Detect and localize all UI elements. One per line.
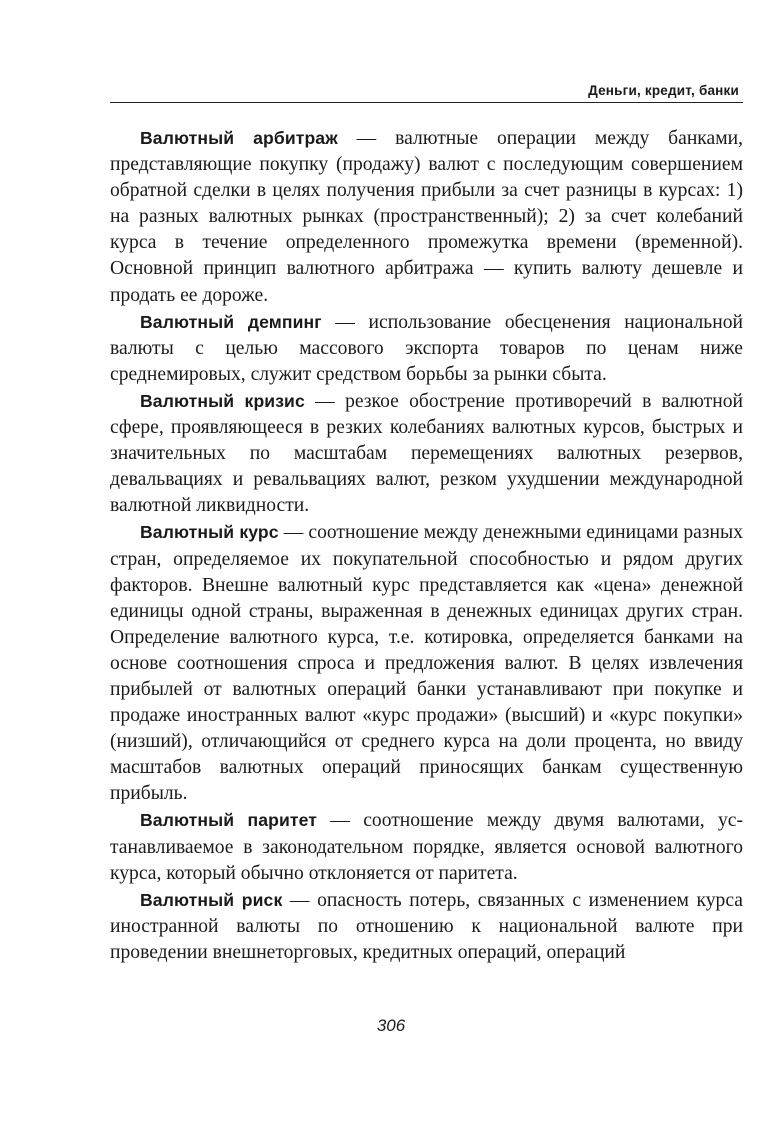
entry-definition: — опасность потерь, связанных с изменением курса иностранной валюты по отношению к национальной валюте при проведении внешнеторговых, кредитных операций, операций	[110, 889, 743, 963]
entry-definition: — резкое обострение противоречий в валютной сфере, проявляющееся в резких колебаниях валютных курсов, быстрых и значительных по масштабам перемещениях валютных резервов, девальвациях и ревальвациях валют, резком ухудшении международной валютной ликвидности.	[110, 390, 743, 517]
entry-definition: — валютные операции между банками, представляющие покупку (продажу) валют с последующим совершением обратной сделки в целях получения прибыли за счет разницы в курсах: 1) на разных валютных рынках (пространственный); 2) за счет колебаний курса в течение определенного промежутка времени (временной). Основной принцип валютного арбитража — купить валюту дешевле и продать ее дороже.	[110, 128, 744, 306]
entry-term: Валютный кризис	[140, 390, 305, 411]
page-body	[110, 125, 743, 966]
running-header	[110, 80, 743, 103]
entry-term: Валютный паритет	[140, 810, 317, 831]
entry-term: Валютный риск	[140, 889, 283, 910]
entry-currency-risk	[110, 887, 743, 966]
entry-currency-parity	[110, 807, 743, 886]
entry-term: Валютный курс	[140, 522, 279, 543]
entry-currency-arbitrage	[110, 125, 743, 309]
entry-exchange-rate	[110, 519, 743, 807]
entry-definition: — соотношение между двумя валютами, устанавливаемое в законодательном порядке, является основой валютного курса, который обычно отклоняется от паритета.	[110, 810, 743, 884]
entry-term: Валютный демпинг	[140, 311, 322, 332]
entry-currency-crisis	[110, 388, 743, 519]
entry-definition: — соотношение между денежными единицами разных стран, определяемое их покупательной способностью и рядом других факторов. Внешне валютный курс представляется как «цена» денежной единицы одной страны, выраженная в денежных единицах других стран. Определение валютного курса, т.е. котировка, определяется банками на основе соотношения спроса и предложения валют. В целях извлечения прибылей от валютных операций банки устанавливают при покупке и продаже иностранных валют «курс продажи» (высший) и «курс покупки» (низший), отличающийся от среднего курса на доли процента, но ввиду масштабов валютных операций приносящих банкам существенную прибыль.	[110, 522, 743, 805]
entry-currency-dumping	[110, 309, 743, 388]
entry-definition: — использование обесценения национальной валюты с целью массового экспорта товаров по ценам ниже среднемировых, служит средством борьбы за рынки сбыта.	[110, 311, 743, 385]
running-header-title: Деньги, кредит, банки	[588, 83, 739, 98]
page-number: 306	[376, 1016, 406, 1035]
entry-term: Валютный арбитраж	[140, 128, 338, 148]
